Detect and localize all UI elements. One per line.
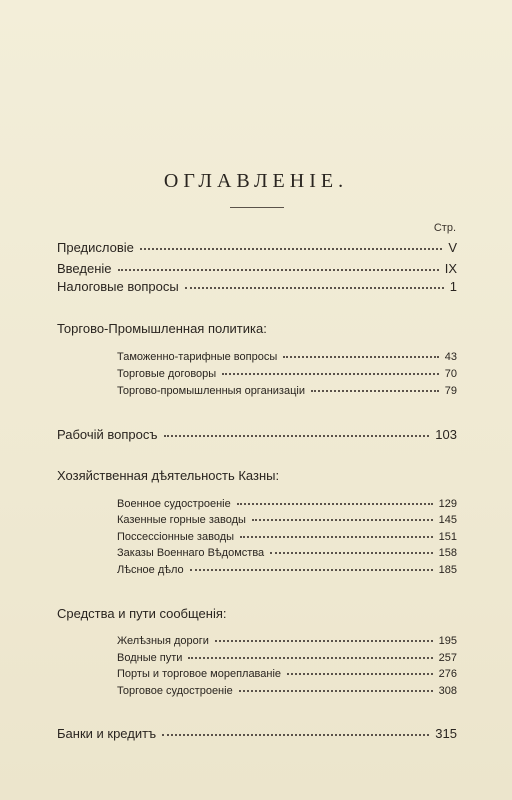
toc-subentry: [117, 685, 457, 697]
leader-dots: [118, 268, 439, 271]
toc-entry-page: 195: [438, 635, 457, 647]
leader-dots: [190, 568, 433, 571]
toc-entry: [57, 240, 457, 255]
toc-entry-page: 1: [449, 279, 457, 294]
toc-entry: [57, 261, 457, 276]
leader-dots: [283, 355, 439, 358]
toc-entry-page: 308: [438, 685, 457, 697]
toc-subentry: [117, 531, 457, 543]
section-heading: Торгово-Промышленная политика:: [57, 321, 267, 336]
toc-entry-label: Военное судостроеніе: [117, 498, 231, 510]
leader-dots: [252, 518, 433, 521]
section-heading: Средства и пути сообщенія:: [57, 606, 227, 621]
leader-dots: [164, 434, 430, 437]
toc-entry-page: 79: [444, 385, 457, 397]
toc-entry-page: IX: [444, 261, 457, 276]
toc-entry-page: 70: [444, 368, 457, 380]
toc-entry-label: Предисловіе: [57, 240, 134, 255]
toc-entry-page: 158: [438, 547, 457, 559]
toc-entry-page: 185: [438, 564, 457, 576]
title-rule: [230, 207, 284, 208]
toc-subentry: [117, 351, 457, 363]
section-heading: Хозяйственная дѣятельность Казны:: [57, 468, 280, 483]
toc-entry-label: Налоговые вопросы: [57, 279, 179, 294]
toc-subentry: [117, 668, 457, 680]
toc-entry-page: 43: [444, 351, 457, 363]
toc-entry-label: Казенные горные заводы: [117, 514, 246, 526]
toc-subentry: [117, 547, 457, 559]
toc-entry-label: Заказы Военнаго Вѣдомства: [117, 547, 265, 559]
toc-entry-label: Рабочій вопросъ: [57, 427, 158, 442]
toc-entry: [57, 726, 457, 741]
toc-entry-label: Банки и кредитъ: [57, 726, 157, 741]
leader-dots: [140, 247, 442, 250]
toc-entry-label: Водные пути: [117, 652, 183, 664]
toc-subentry: [117, 368, 457, 380]
toc-entry-label: Торговые договоры: [117, 368, 217, 380]
leader-dots: [240, 535, 433, 538]
toc-entry-label: Торговое судостроеніе: [117, 685, 233, 697]
toc-entry-label: Таможенно-тарифные вопросы: [117, 351, 278, 363]
page-title: ОГЛАВЛЕНІЕ.: [163, 170, 349, 192]
toc-entry-label: Лѣсное дѣло: [117, 564, 184, 576]
page-column-header: Стр.: [433, 222, 456, 234]
toc-entry-label: Поссессіонные заводы: [117, 531, 235, 543]
toc-entry-page: 276: [438, 668, 457, 680]
leader-dots: [287, 672, 433, 675]
leader-dots: [222, 372, 439, 375]
leader-dots: [162, 733, 429, 736]
leader-dots: [311, 389, 439, 392]
toc-entry-page: 315: [435, 726, 457, 741]
leader-dots: [188, 656, 432, 659]
leader-dots: [270, 551, 432, 554]
leader-dots: [185, 286, 444, 289]
toc-subentry: [117, 652, 457, 664]
toc-subentry: [117, 514, 457, 526]
toc-entry-page: V: [448, 240, 457, 255]
toc-entry-page: 257: [438, 652, 457, 664]
toc-entry-label: Желѣзныя дороги: [117, 635, 209, 647]
toc-subentry: [117, 498, 457, 510]
toc-entry-label: Торгово-промышленныя организаціи: [117, 385, 305, 397]
toc-entry-page: 145: [438, 514, 457, 526]
toc-entry-label: Порты и торговое мореплаваніе: [117, 668, 282, 680]
toc-subentry: [117, 385, 457, 397]
toc-entry-label: Введеніе: [57, 261, 112, 276]
toc-entry: [57, 427, 457, 442]
leader-dots: [215, 639, 433, 642]
leader-dots: [239, 689, 433, 692]
leader-dots: [237, 502, 433, 505]
toc-subentry: [117, 635, 457, 647]
toc-subentry: [117, 564, 457, 576]
toc-entry-page: 151: [438, 531, 457, 543]
toc-entry-page: 129: [438, 498, 457, 510]
toc-entry-page: 103: [435, 427, 457, 442]
toc-entry: [57, 279, 457, 294]
